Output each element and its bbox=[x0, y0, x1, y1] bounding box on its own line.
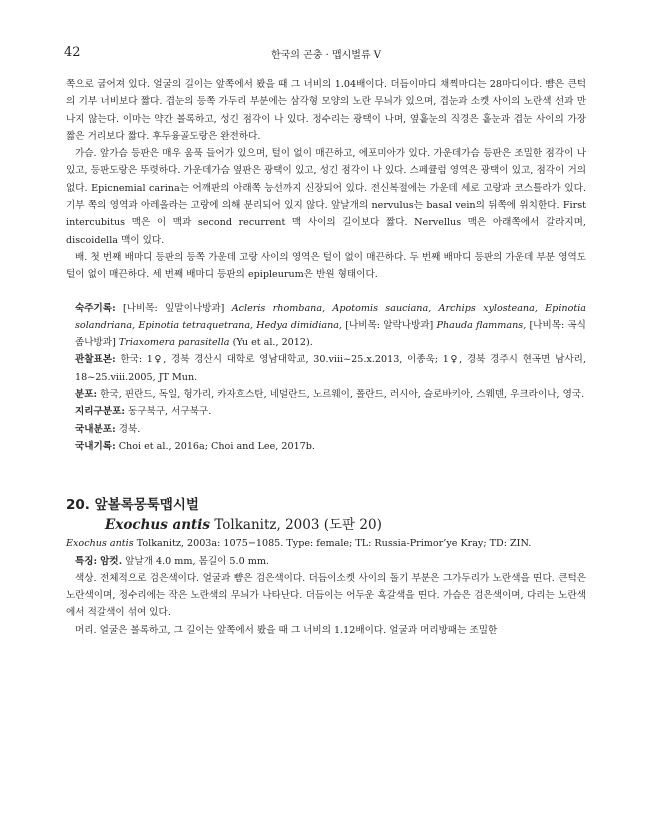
color-paragraph: 색상. 전체적으로 검은색이다. 얼굴과 뺨은 검은색이다. 더듬이소켓 사이의 돌기 부분은 그가두리가 노란색을 띤다. 큰턱은 노란색이며, 정수리에는 작은 노란색의 무늬가 나타난다. 더듬이는 어두운 흑갈색을 띤다. 가슴은 검은색이며, 다리는 노란색에서 적갈색이 섞여 있다. bbox=[66, 572, 586, 619]
domestic-records: 국내기록: Choi et al., 2016a; Choi and Lee, 2017b. bbox=[75, 440, 315, 452]
host-records-label: 숙주기록 bbox=[75, 302, 113, 314]
features-sex: 암컷 bbox=[100, 555, 119, 567]
features-label: 특징 bbox=[75, 555, 94, 567]
page-number: 42 bbox=[64, 45, 81, 60]
species-author: Tolkanitz, 2003 bbox=[214, 517, 320, 534]
distribution: 분포: 한국, 핀란드, 독일, 헝가리, 카자흐스탄, 네덜란드, 노르웨이, 폴란드, 러시아, 슬로바키아, 스웨덴, 우크라이나, 영국. bbox=[75, 389, 585, 401]
original-citation bbox=[66, 535, 586, 552]
plate-reference: (도판 20) bbox=[323, 517, 382, 534]
host-category-2: [나비목: 알락나방과] bbox=[345, 319, 434, 331]
citation-text: Tolkanitz, 2003a: 1075−1085. Type: female; TL: Russia-Primor’ye Kray; TD: ZIN. bbox=[136, 538, 532, 550]
host-species-2: Phauda flammans, bbox=[436, 319, 527, 331]
host-category-1: [나비목: 잎말이나방과] bbox=[122, 302, 225, 314]
head-description-paragraph: 쪽으로 굽어져 있다. 얼굴의 길이는 앞쪽에서 봤을 때 그 너비의 1.04배이다. 더듬이마디 채찍마디는 28마디이다. 뺨은 큰턱의 기부 너비보다 짧다. 겹눈의 등쪽 가두리 부분에는 삼각형 모양의 노란 무늬가 있으며, 겹눈과 소켓 사이의 노란색 선과 만나지 않는다. 이마는 약간 볼록하고, 성긴 점각이 나 있다. 정수리는 광택이 나며, 옆홑눈의 직경은 홑눈과 겹눈 사이의 가장 짧은 거리보다 짧다. 후두융골도랑은 완전하다. bbox=[66, 79, 586, 142]
material-examined: 관찰표본: 한국: 1♀, 경북 경산시 대학로 영남대학교, 30.viii~25.x.2013, 이종욱; 1♀, 경북 경주시 현곡면 남사리, 18~25.viii.2005, JT Mun. bbox=[75, 354, 586, 383]
domestic-label: 국내분포 bbox=[75, 423, 113, 435]
material-label: 관찰표본 bbox=[75, 354, 113, 366]
domestic-records-label: 국내기록 bbox=[75, 440, 113, 452]
subregion-distribution: 지리구분포: 동구북구, 서구북구. bbox=[75, 406, 212, 418]
abdomen-paragraph: 배. 첫 번째 배마디 등판의 등쪽 가운데 고랑 사이의 영역은 털이 없이 매끈하다. 두 번째 배마디 등판의 가운데 부분 영역도 털이 없이 매끈하다. 세 번째 배마디 등판의 epipleurum은 반원 형태이다. bbox=[66, 251, 586, 281]
domestic-records-text: Choi et al., 2016a; Choi and Lee, 2017b. bbox=[118, 440, 315, 452]
subregion-text: 동구북구, 서구북구. bbox=[127, 406, 212, 418]
host-reference: (Yu et al., 2012). bbox=[232, 337, 313, 349]
species-scientific-heading bbox=[66, 515, 586, 535]
host-species-1: Acleris rhombana, Apotomis sauciana, Archips xylosteana, Epinotia solandriana, Epinotia tetraquetrana, Hedya dimidiana, bbox=[75, 302, 586, 331]
head-paragraph: 머리. 얼굴은 볼록하고, 그 길이는 앞쪽에서 봤을 때 그 너비의 1.12배이다. 얼굴과 머리방패는 조밀한 bbox=[75, 624, 498, 636]
features-size: 앞날개 4.0 mm, 몸길이 5.0 mm. bbox=[125, 555, 269, 567]
distribution-label: 분포 bbox=[75, 389, 94, 401]
host-category-3: [나비목: 곡식좀나방과] bbox=[75, 319, 586, 349]
features: 특징: 암컷. 앞날개 4.0 mm, 몸길이 5.0 mm. bbox=[75, 555, 269, 567]
host-records: 숙주기록: [나비목: 잎말이나방과] Acleris rhombana, Apotomis sauciana, Archips xylosteana, Epinotia solandriana, Epinotia tetraquetrana, Hedya dimidiana, [나비목: 알락나방과] Phauda flammans, [나비목: 곡식좀나방과] Triaxomera parasitella (Yu et al., 2012). bbox=[75, 302, 586, 349]
subregion-label: 지리구분포 bbox=[75, 406, 122, 418]
thorax-paragraph: 가슴. 앞가슴 등판은 매우 움푹 들어가 있으며, 털이 없이 매끈하고, 에포미아가 있다. 가운데가슴 등판은 조밀한 점각이 나 있고, 등판도랑은 뚜렷하다. 가운데가슴 옆판은 광택이 있고, 성긴 점각이 나 있다. 스페큘럼 영역은 광택이 있고, 점각이 거의 없다. Epicnemial carina는 어깨판의 아래쪽 능선까지 신장되어 있다. 전신복절에는 가운데 세로 고랑과 코스틀라가 있다. 기부 쪽의 영역과 아레올라는 고랑에 의해 분리되어 있지 않다. 앞날개의 nervulus는 basal vein의 뒤쪽에 위치한다. First intercubitus 맥은 이 맥과 second recurrent 맥 사이의 길이보다 짧다. Nervellus 맥은 아래쪽에서 갈라지며, discoidella 맥이 있다. bbox=[66, 148, 586, 246]
distribution-text: 한국, 핀란드, 독일, 헝가리, 카자흐스탄, 네덜란드, 노르웨이, 폴란드, 러시아, 슬로바키아, 스웨덴, 우크라이나, 영국. bbox=[100, 389, 585, 401]
host-species-3: Triaxomera parasitella bbox=[118, 337, 230, 349]
citation-scientific-name: Exochus antis bbox=[66, 538, 134, 550]
domestic-distribution: 국내분포: 경북. bbox=[75, 423, 141, 435]
running-title: 한국의 곤충 · 맵시벌류 Ⅴ bbox=[270, 50, 382, 61]
domestic-text: 경북. bbox=[118, 423, 141, 435]
page-body bbox=[66, 76, 586, 639]
material-text: 한국: 1♀, 경북 경산시 대학로 영남대학교, 30.viii~25.x.2013, 이종욱; 1♀, 경북 경주시 현곡면 남사리, 18~25.viii.2005, JT Mun. bbox=[75, 354, 586, 383]
species-heading: 20. 앞볼록몽툭맵시벌 bbox=[66, 497, 199, 514]
species-scientific-name: Exochus antis bbox=[105, 517, 211, 534]
